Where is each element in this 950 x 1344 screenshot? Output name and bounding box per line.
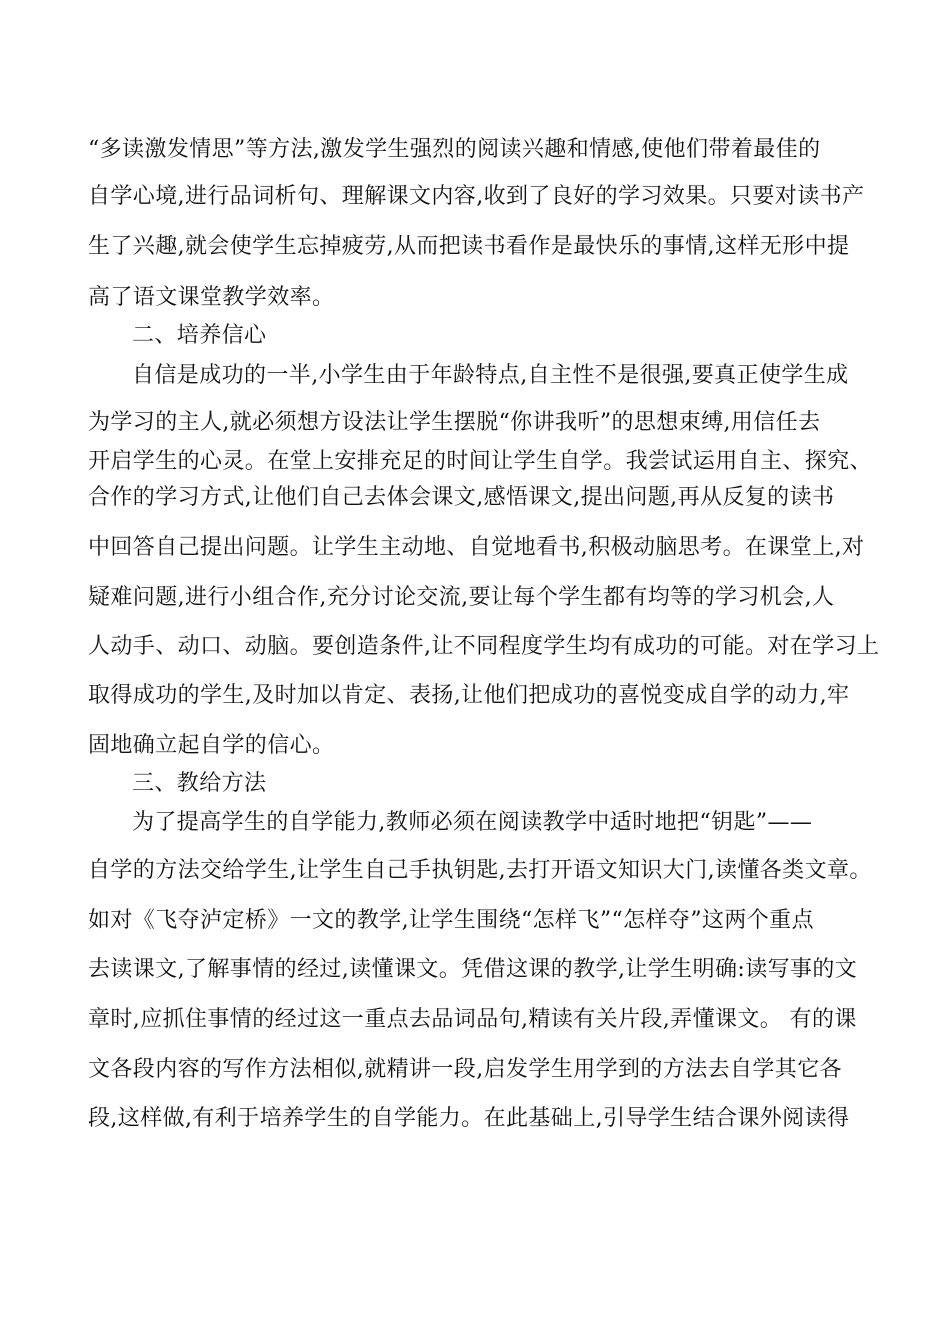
paragraph-line: 中回答自己提出问题。让学生主动地、自觉地看书,积极动脑思考。在课堂上,对	[88, 535, 865, 560]
paragraph-line: 取得成功的学生,及时加以肯定、表扬,让他们把成功的喜悦变成自学的动力,牢	[88, 683, 850, 708]
section-heading: 三、教给方法	[132, 771, 267, 796]
paragraph-line: 固地确立起自学的信心。	[88, 733, 335, 758]
paragraph-line: 如对《飞夺泸定桥》一文的教学,让学生围绕“怎样飞”“怎样夺”这两个重点	[88, 908, 814, 933]
paragraph-line: 为学习的主人,就必须想方设法让学生摆脱“你讲我听”的思想束缚,用信任去	[88, 410, 821, 435]
paragraph-line: 合作的学习方式,让他们自己去体会课文,感悟课文,提出问题,再从反复的读书	[88, 485, 835, 510]
section-heading: 二、培养信心	[132, 323, 267, 348]
paragraph-line: 文各段内容的写作方法相似,就精讲一段,启发学生用学到的方法去自学其它各	[88, 1057, 842, 1082]
paragraph-line: 开启学生的心灵。在堂上安排充足的时间让学生自学。我尝试运用自主、探究、	[88, 449, 873, 474]
paragraph-line: 疑难问题,进行小组合作,充分讨论交流,要让每个学生都有均等的学习机会,人	[88, 585, 835, 610]
paragraph-line: 去读课文,了解事情的经过,读懂课文。凭借这课的教学,让学生明确:读写事的文	[88, 957, 858, 982]
paragraph-line: “多读激发情思”等方法,激发学生强烈的阅读兴趣和情感,使他们带着最佳的	[88, 137, 821, 162]
paragraph-line: 自学的方法交给学生,让学生自己手执钥匙,去打开语文知识大门,读懂各类文章。	[88, 858, 872, 883]
paragraph-line: 为了提高学生的自学能力,教师必须在阅读教学中适时地把“钥匙”——	[132, 810, 813, 835]
paragraph-line: 自信是成功的一半,小学生由于年龄特点,自主性不是很强,要真正使学生成	[132, 363, 849, 388]
paragraph-line: 生了兴趣,就会使学生忘掉疲劳,从而把读书看作是最快乐的事情,这样无形中提	[88, 234, 850, 259]
paragraph-line: 章时,应抓住事情的经过这一重点去品词品句,精读有关片段,弄懂课文。 有的课	[88, 1007, 857, 1032]
paragraph-line: 自学心境,进行品词析句、理解课文内容,收到了良好的学习效果。只要对读书产	[88, 184, 865, 209]
paragraph-line: 段,这样做,有利于培养学生的自学能力。在此基础上,引导学生结合课外阅读得	[88, 1106, 850, 1131]
paragraph-line: 高了语文课堂教学效率。	[88, 285, 335, 310]
paragraph-line: 人动手、动口、动脑。要创造条件,让不同程度学生均有成功的可能。对在学习上	[88, 634, 880, 659]
